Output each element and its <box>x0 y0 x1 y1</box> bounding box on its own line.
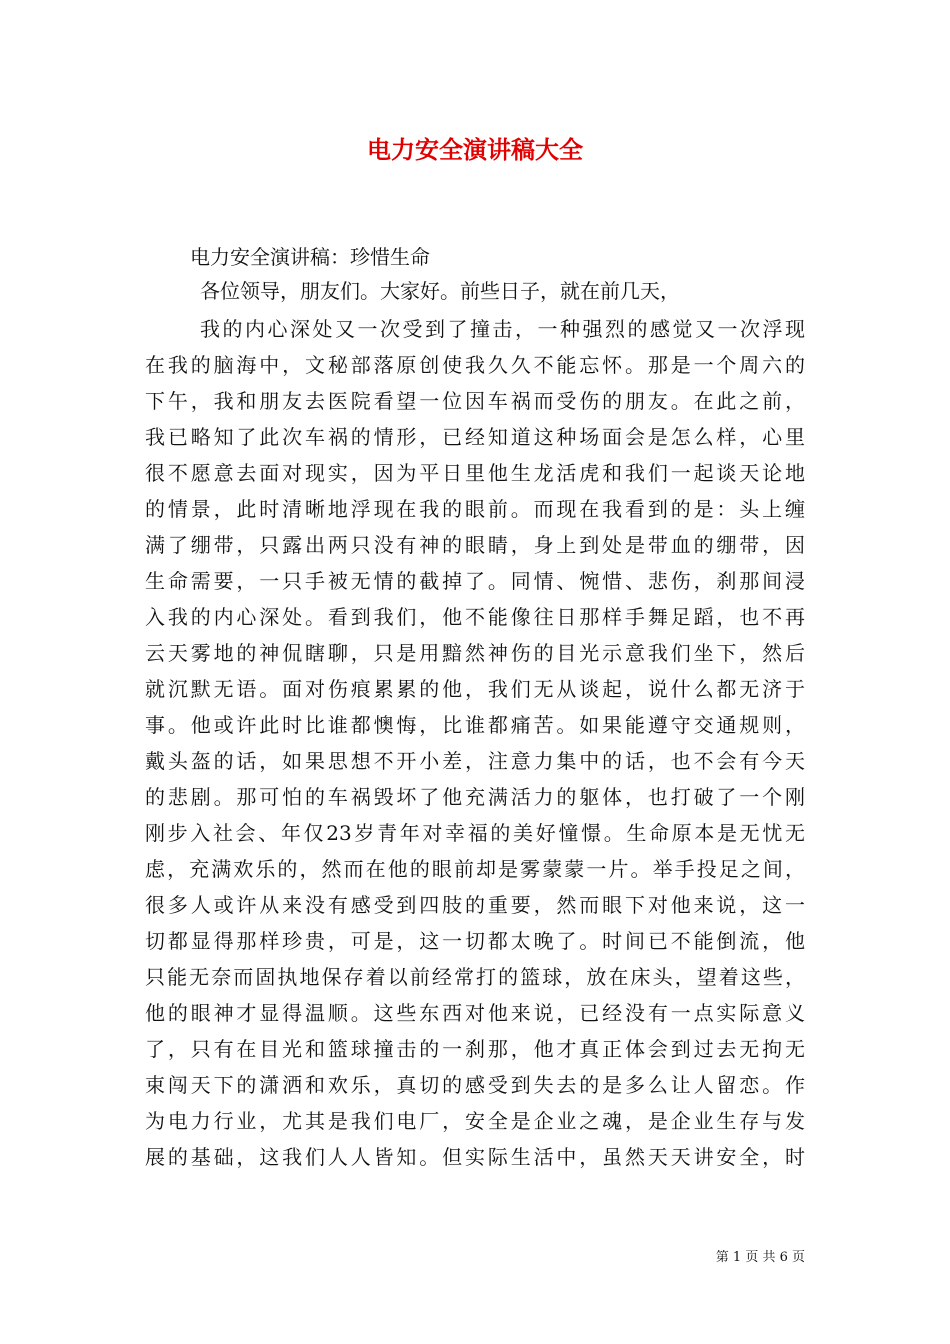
body-text-line: 很不愿意去面对现实，因为平日里他生龙活虎和我们一起谈天论地 <box>145 461 805 485</box>
body-text-line: 只能无奈而固执地保存着以前经常打的篮球，放在床头，望着这些， <box>145 965 805 989</box>
body-text-line: 生命需要，一只手被无情的截掉了。同情、惋惜、悲伤，刹那间浸 <box>145 569 805 593</box>
body-text-line: 切都显得那样珍贵，可是，这一切都太晚了。时间已不能倒流，他 <box>145 929 805 953</box>
body-text-line: 为电力行业，尤其是我们电厂，安全是企业之魂，是企业生存与发 <box>145 1109 805 1133</box>
body-text-line: 满了绷带，只露出两只没有神的眼睛，身上到处是带血的绷带，因 <box>145 533 805 557</box>
body-text-line: 的悲剧。那可怕的车祸毁坏了他充满活力的躯体，也打破了一个刚 <box>145 785 805 809</box>
body-text-line: 事。他或许此时比谁都懊悔，比谁都痛苦。如果能遵守交通规则， <box>145 713 805 737</box>
body-text-line: 我已略知了此次车祸的情形，已经知道这种场面会是怎么样，心里 <box>145 425 805 449</box>
body-text-line: 虑，充满欢乐的，然而在他的眼前却是雾蒙蒙一片。举手投足之间， <box>145 857 805 881</box>
body-text-line: 云天雾地的神侃瞎聊，只是用黯然神伤的目光示意我们坐下，然后 <box>145 641 805 665</box>
body-text-line: 在我的脑海中，文秘部落原创使我久久不能忘怀。那是一个周六的 <box>145 353 805 377</box>
body-text-line: 的情景，此时清晰地浮现在我的眼前。而现在我看到的是：头上缠 <box>145 497 805 521</box>
body-text-line: 他的眼神才显得温顺。这些东西对他来说，已经没有一点实际意义 <box>145 1001 805 1025</box>
greeting-line: 各位领导，朋友们。大家好。前些日子，就在前几天， <box>200 279 680 303</box>
body-text-line: 很多人或许从来没有感受到四肢的重要，然而眼下对他来说，这一 <box>145 893 805 917</box>
body-text-line: 入我的内心深处。看到我们，他不能像往日那样手舞足蹈，也不再 <box>145 605 805 629</box>
page-number-footer: 第 1 页 共 6 页 <box>715 1250 805 1265</box>
document-subtitle: 电力安全演讲稿：珍惜生命 <box>190 245 430 269</box>
body-text-line: 就沉默无语。面对伤痕累累的他，我们无从谈起，说什么都无济于 <box>145 677 805 701</box>
page-title: 电力安全演讲稿大全 <box>367 136 583 164</box>
body-text-line: 展的基础，这我们人人皆知。但实际生活中，虽然天天讲安全，时 <box>145 1145 805 1169</box>
body-text-line: 我的内心深处又一次受到了撞击，一种强烈的感觉又一次浮现 <box>200 317 805 341</box>
body-text-line: 束闯天下的潇洒和欢乐，真切的感受到失去的是多么让人留恋。作 <box>145 1073 805 1097</box>
body-text-line: 刚步入社会、年仅23岁青年对幸福的美好憧憬。生命原本是无忧无 <box>145 821 805 845</box>
body-text-line: 下午，我和朋友去医院看望一位因车祸而受伤的朋友。在此之前， <box>145 389 805 413</box>
body-text-line: 戴头盔的话，如果思想不开小差，注意力集中的话，也不会有今天 <box>145 749 805 773</box>
body-text-line: 了，只有在目光和篮球撞击的一刹那，他才真正体会到过去无拘无 <box>145 1037 805 1061</box>
